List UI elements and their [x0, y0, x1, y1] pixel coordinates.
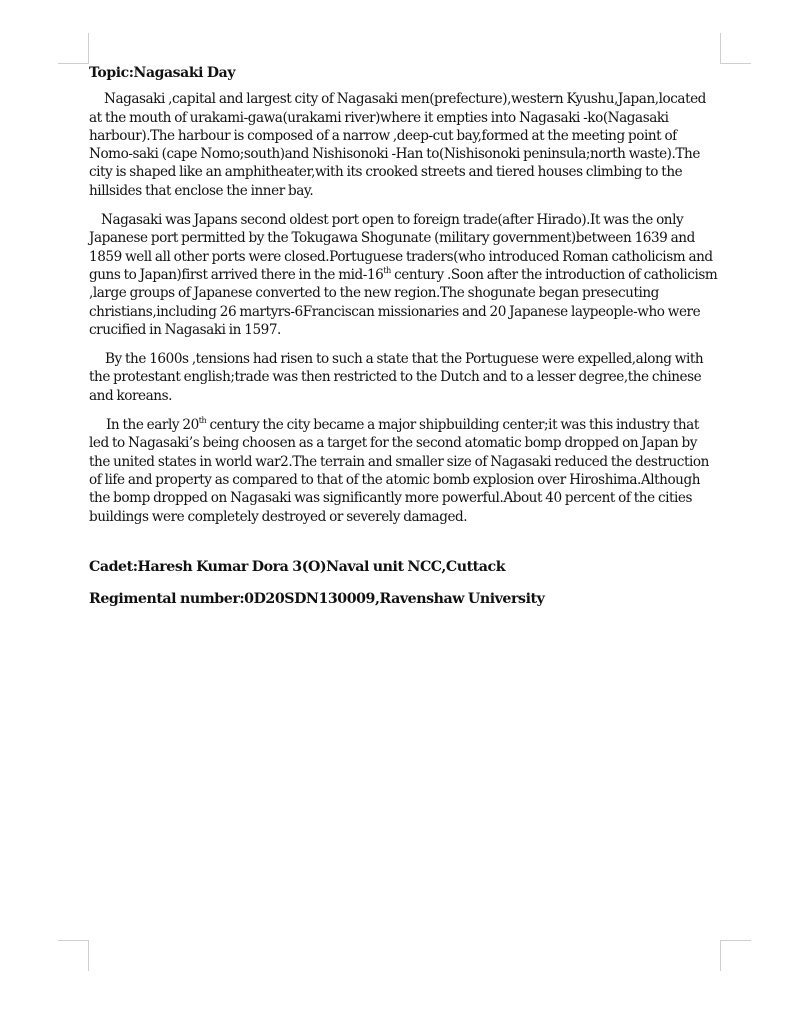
crop-mark-top-right — [720, 33, 751, 64]
crop-mark-bottom-right — [720, 940, 751, 971]
paragraph-1: Nagasaki ,capital and largest city of Nagasaki men(prefecture),western Kyushu,Japan,located at the mouth of urakami-gawa(urakami river)where it empties into Nagasaki -ko(Nagasaki harbour).The harbour is composed of a narrow ,deep-cut bay,formed at the meeting point of Nomo-saki (cape Nomo;south)and Nishisonoki -Han to(Nishisonoki peninsula;north waste).The city is shaped like an amphitheater,with its crooked streets and tiered houses climbing to the hillsides that enclose the inner bay. — [89, 91, 706, 199]
regimental-number-line: Regimental number:0D20SDN130009,Ravenshaw University — [89, 591, 545, 608]
paragraph-2-text-b: century .Soon after the introduction of catholicism ,large groups of Japanese converted to the new region.The shogunate began presecuting christians,including 26 martyrs-6Franciscan missionaries and 20 Japanese laypeople-who were crucified in Nagasaki in 1597. — [89, 266, 718, 338]
paragraph-4-text-a: In the early 20 — [106, 417, 199, 434]
paragraph-4-superscript: th — [198, 416, 207, 426]
paragraph-2-superscript: th — [383, 265, 391, 275]
paragraph-3: By the 1600s ,tensions had risen to such a state that the Portuguese were expelled,along with the protestant english;trade was then restricted to the Dutch and to a lesser degree,the chinese and koreans. — [89, 351, 704, 404]
document-body — [89, 64, 721, 623]
paragraph-2-text-a: Nagasaki was Japans second oldest port open to foreign trade(after Hirado).It was the only Japanese port permitted by the Tokugawa Shogunate (military government)between 1639 and 1859 well all other ports were closed.Portuguese traders(who introduced Roman catholicism and guns to Japan)first arrived there in the mid-16 — [89, 212, 713, 283]
topic-heading: Topic:Nagasaki Day — [89, 65, 236, 81]
paragraph-2 — [89, 211, 721, 339]
crop-mark-bottom-left — [58, 940, 89, 971]
cadet-line: Cadet:Haresh Kumar Dora 3(O)Naval unit NCC,Cuttack — [89, 558, 506, 575]
crop-mark-top-left — [58, 33, 89, 64]
paragraph-4 — [89, 416, 721, 526]
paragraph-4-text-b: century the city became a major shipbuilding center;it was this industry that led to Nagasaki’s being choosen as a target for the second atomatic bomp dropped on Japan by the united states in world war2.The terrain and smaller size of Nagasaki reduced the destruction of life and property as compared to that of the atomic bomb explosion over Hiroshima.Although the bomp dropped on Nagasaki was significantly more powerful.About 40 percent of the cities buildings were completely destroyed or severely damaged. — [89, 417, 709, 525]
